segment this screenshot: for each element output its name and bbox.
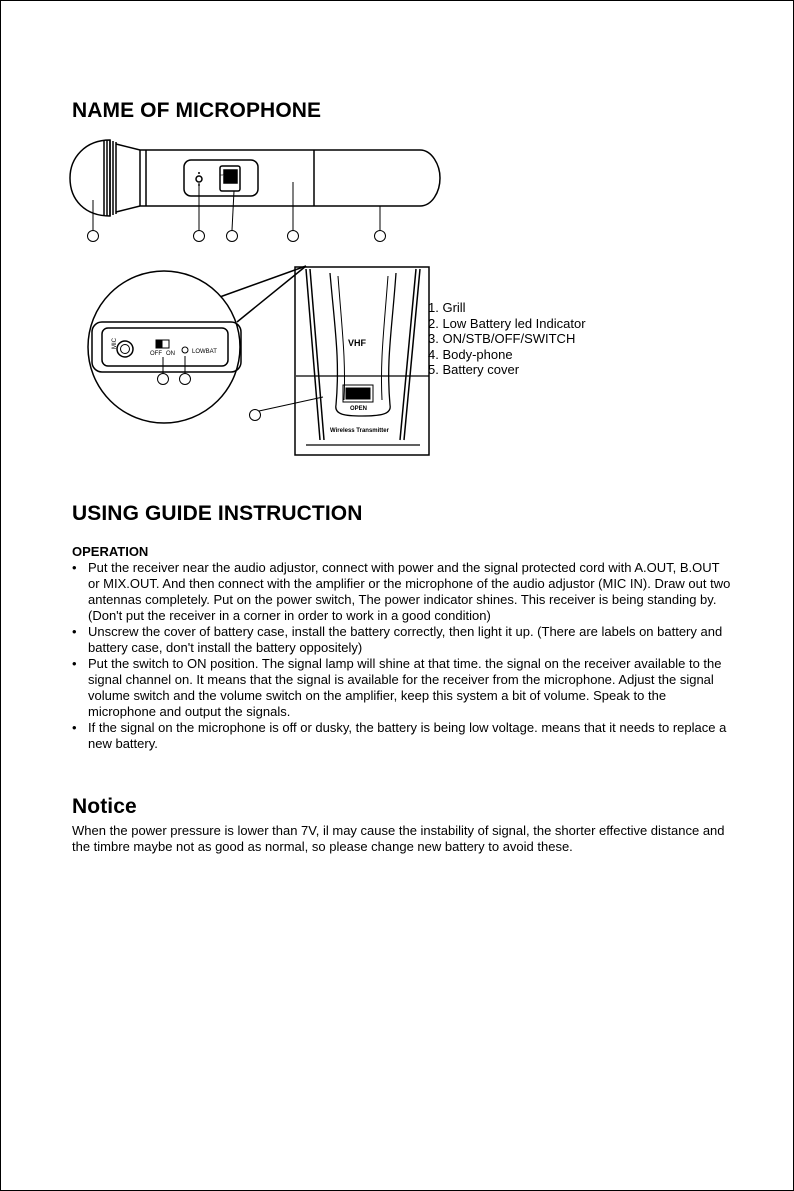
transmitter-label-brand: Wireless Transmitter — [330, 428, 389, 434]
operation-item — [72, 560, 732, 624]
legend-item: 3. ON/STB/OFF/SWITCH — [428, 331, 576, 346]
legend-item: 1. Grill — [428, 300, 466, 315]
section-title-notice: Notice — [72, 795, 137, 818]
callout-battery-cover — [250, 397, 324, 421]
callout-circle-3 — [227, 231, 238, 242]
zoom-label-mic: MIC — [112, 338, 118, 349]
callout-circles-top — [88, 231, 386, 242]
legend-item: 4. Body-phone — [428, 346, 513, 362]
callout-circle-1 — [88, 231, 99, 242]
operation-item-text: Put the receiver near the audio adjustor, connect with power and the signal protected cord with A.OUT, B.OUT or MIX.OUT. And then connect with the amplifier or the microphone of the audio adjustor (MIC IN). Draw out two antennas completely. Put on the power switch, The power indicator shines. This receiver is being standing by. (Don't put the receiver in a corner in order to work in a good condition) — [88, 560, 731, 623]
callout-circle-zoom-2 — [180, 374, 191, 385]
transmitter-label-vhf: VHF — [348, 338, 366, 348]
bullet-marker: • — [72, 656, 77, 671]
zoom-label-on: ON — [166, 351, 175, 357]
callout-circle-zoom-3 — [158, 374, 169, 385]
callout-circle-5 — [375, 231, 386, 242]
transmitter-label-open: OPEN — [350, 406, 368, 412]
section-title-name-of-microphone: NAME OF MICROPHONE — [72, 99, 322, 122]
microphone-body — [116, 144, 440, 212]
operation-item — [72, 656, 732, 720]
legend-item: 5. Battery cover — [428, 362, 520, 377]
transmitter-illustration — [295, 267, 429, 455]
zoom-label-off: OFF — [150, 351, 162, 357]
section-title-using-guide: USING GUIDE INSTRUCTION — [72, 502, 363, 525]
bullet-marker: • — [72, 720, 77, 735]
zoom-detail-circle — [88, 271, 241, 423]
switch-tiny-label: ON — [220, 173, 225, 177]
zoom-label-lowbat: LOWBAT — [192, 349, 217, 355]
operation-item-text: Unscrew the cover of battery case, install the battery correctly, then light it up. (There are labels on battery and battery case, don't install the battery oppositely) — [88, 624, 723, 655]
callout-circle-battery-cover — [250, 410, 261, 421]
operation-item — [72, 720, 732, 752]
operation-item-text: Put the switch to ON position. The signal lamp will shine at that time. the signal on the receiver available to the signal channel on. It means that the signal is available for the receiver from the microphone. Adjust the signal volume switch and the volume switch on the amplifier, keep this system a bit of volume. Speak to the microphone and output the signals. — [88, 656, 722, 719]
microphone-diagram — [0, 120, 794, 470]
operation-item — [72, 624, 732, 656]
bullet-marker: • — [72, 624, 77, 639]
parts-legend — [428, 300, 586, 378]
operation-list — [72, 560, 732, 752]
operation-item-text: If the signal on the microphone is off or dusky, the battery is being low voltage. means that it needs to replace a new battery. — [88, 720, 727, 751]
bullet-marker: • — [72, 560, 77, 575]
legend-item: 2. Low Battery led Indicator — [428, 315, 586, 331]
callout-circle-4 — [288, 231, 299, 242]
callout-circle-2 — [194, 231, 205, 242]
operation-heading: OPERATION — [72, 544, 149, 559]
notice-text: When the power pressure is lower than 7V, il may cause the instability of signal, the shorter effective distance and the timbre maybe not as good as normal, so please change new battery to avoid these. — [72, 823, 725, 854]
